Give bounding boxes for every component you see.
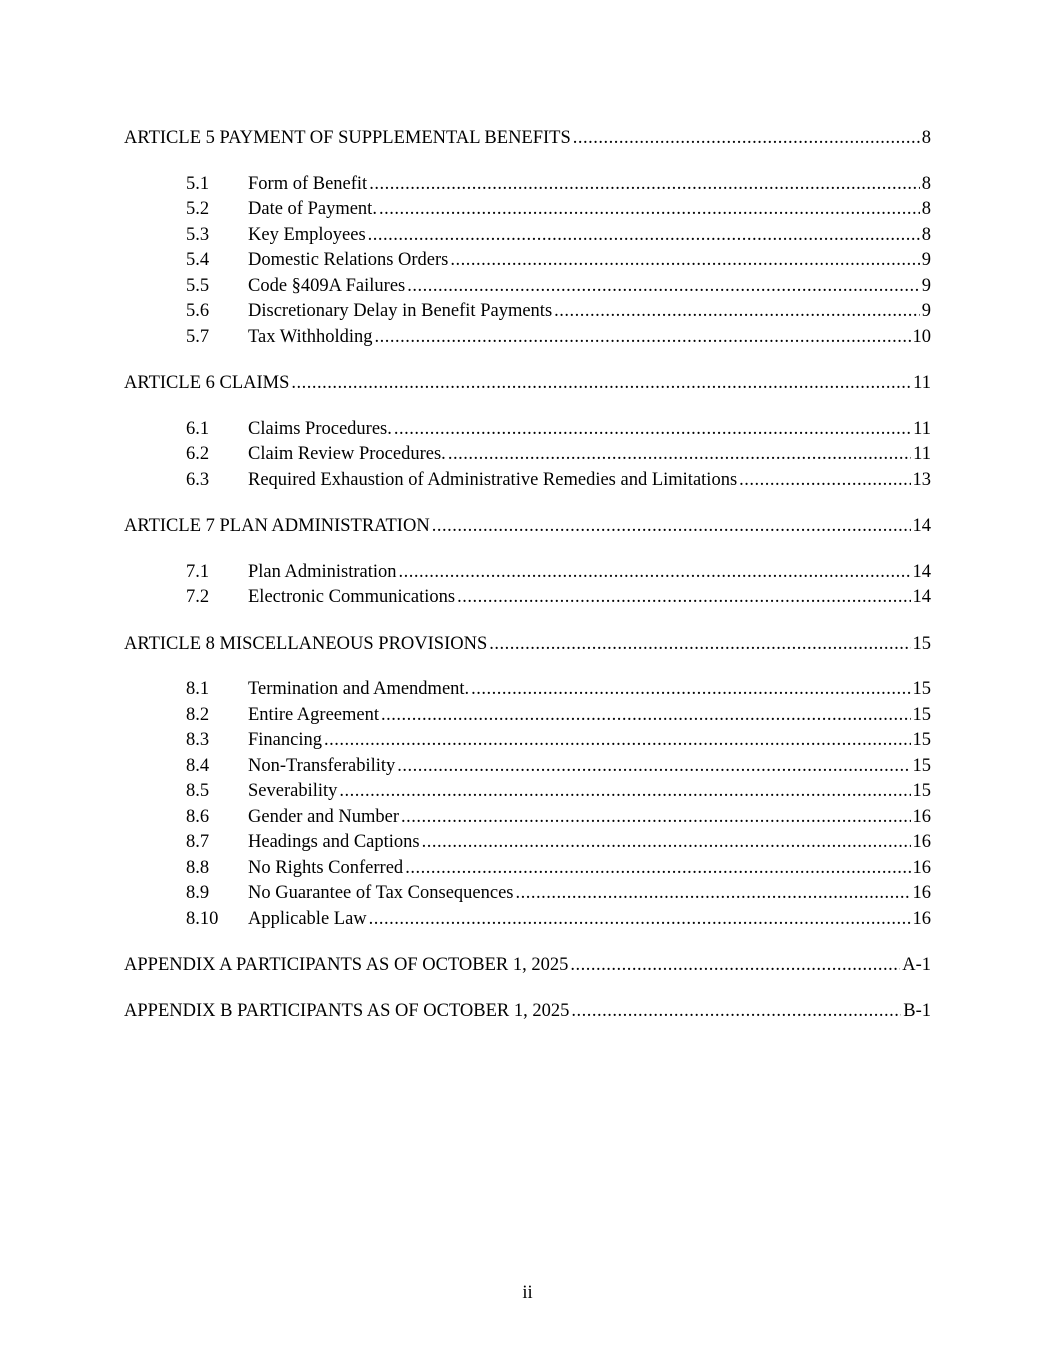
toc-section-number: 7.2: [186, 587, 210, 607]
toc-page-number: 10: [912, 326, 931, 347]
toc-page-number: 9: [921, 275, 931, 296]
toc-article-entry[interactable]: [124, 953, 931, 979]
toc-section-title: Discretionary Delay in Benefit Payments: [248, 301, 553, 321]
toc-dot-leader: [379, 197, 920, 223]
toc-section-entry[interactable]: [124, 677, 931, 703]
toc-page-number: 11: [913, 444, 931, 464]
toc-section-number: 6.2: [186, 444, 210, 464]
toc-section-title: Non-Transferability: [248, 755, 396, 776]
toc-page-number: 8: [921, 199, 931, 219]
toc-dot-leader: [394, 417, 911, 443]
toc-article-entry[interactable]: [124, 126, 931, 152]
toc-section-number: 7.1: [186, 561, 210, 582]
toc-article-entry[interactable]: [124, 632, 931, 658]
toc-section-number: 5.1: [186, 173, 210, 194]
toc-dot-leader: [291, 371, 911, 397]
toc-dot-leader: [739, 468, 910, 494]
toc-section-title: Gender and Number: [248, 806, 400, 827]
toc-dot-leader: [399, 560, 911, 586]
toc-dot-leader: [471, 677, 910, 703]
toc-section-title: Code §409A Failures: [248, 275, 406, 296]
toc-section-title: Claims Procedures.: [248, 418, 392, 439]
toc-section-title: Plan Administration: [248, 561, 397, 582]
toc-article-title: APPENDIX A PARTICIPANTS AS OF OCTOBER 1, 2025: [124, 955, 569, 975]
toc-section-entry[interactable]: [124, 779, 931, 805]
toc-page-number: 15: [912, 704, 931, 725]
toc-dot-leader: [422, 830, 911, 856]
toc-dot-leader: [407, 274, 920, 300]
toc-dot-leader: [339, 779, 910, 805]
toc-dot-leader: [369, 907, 911, 933]
toc-page-number: 15: [912, 679, 931, 699]
toc-section-title: Tax Withholding: [248, 326, 373, 347]
toc-section-number: 8.1: [186, 679, 210, 699]
toc-article-title: ARTICLE 6 CLAIMS: [124, 373, 290, 393]
toc-section-title: Required Exhaustion of Administrative Remedies and Limitations: [248, 469, 738, 490]
toc-section-title: No Guarantee of Tax Consequences: [248, 883, 514, 903]
toc-dot-leader: [324, 728, 911, 754]
toc-section-title: Claim Review Procedures.: [248, 444, 446, 464]
toc-section-title: Domestic Relations Orders: [248, 250, 449, 270]
toc-section-entry[interactable]: [124, 299, 931, 325]
toc-section-entry[interactable]: [124, 830, 931, 856]
toc-page-number: 8: [921, 224, 931, 245]
toc-article-title: APPENDIX B PARTICIPANTS AS OF OCTOBER 1, 2025: [124, 1000, 570, 1021]
toc-page-number: 16: [912, 857, 931, 878]
toc-section-entry[interactable]: [124, 274, 931, 300]
toc-section-number: 5.5: [186, 275, 210, 296]
toc-section-number: 5.4: [186, 250, 210, 270]
toc-page-number: 9: [921, 250, 931, 270]
toc-page-number: 11: [913, 373, 931, 393]
toc-section-entry[interactable]: [124, 856, 931, 882]
toc-section-entry[interactable]: [124, 223, 931, 249]
toc-section-title: Key Employees: [248, 224, 366, 245]
toc-dot-leader: [397, 754, 910, 780]
toc-section-entry[interactable]: [124, 468, 931, 494]
toc-section-number: 8.2: [186, 704, 210, 725]
toc-section-number: 8.9: [186, 883, 210, 903]
toc-section-number: 5.7: [186, 326, 210, 347]
toc-dot-leader: [368, 223, 920, 249]
toc-section-entry[interactable]: [124, 703, 931, 729]
toc-section-title: Severability: [248, 781, 338, 801]
toc-dot-leader: [450, 248, 919, 274]
toc-page-number: 16: [912, 883, 931, 903]
toc-article-entry[interactable]: [124, 514, 931, 540]
toc-dot-leader: [369, 172, 920, 198]
toc-page-number: A-1: [902, 955, 931, 975]
toc-section-number: 5.2: [186, 199, 210, 219]
toc-page-number: B-1: [903, 1000, 931, 1021]
toc-page-number: 14: [912, 587, 931, 607]
toc-section-title: No Rights Conferred: [248, 857, 404, 878]
toc-section-entry[interactable]: [124, 585, 931, 611]
toc-section-entry[interactable]: [124, 417, 931, 443]
toc-dot-leader: [381, 703, 911, 729]
toc-section-number: 8.6: [186, 806, 210, 827]
toc-section-title: Electronic Communications: [248, 587, 456, 607]
toc-dot-leader: [573, 126, 920, 152]
page-number: ii: [522, 1283, 533, 1303]
toc-section-number: 8.3: [186, 730, 210, 750]
toc-dot-leader: [516, 881, 911, 907]
toc-section-entry[interactable]: [124, 442, 931, 468]
toc-section-number: 6.1: [186, 418, 210, 439]
toc-dot-leader: [405, 856, 910, 882]
toc-article-entry[interactable]: [124, 371, 931, 397]
toc-section-entry[interactable]: [124, 197, 931, 223]
toc-dot-leader: [432, 514, 911, 540]
toc-page-number: 8: [921, 173, 931, 194]
toc-section-number: 6.3: [186, 469, 210, 490]
toc-section-number: 8.7: [186, 832, 210, 852]
toc-page-number: 15: [912, 633, 931, 654]
toc-section-number: 8.8: [186, 857, 210, 878]
toc-section-title: Entire Agreement: [248, 704, 379, 725]
toc-dot-leader: [401, 805, 910, 831]
toc-dot-leader: [457, 585, 910, 611]
toc-section-number: 5.3: [186, 224, 210, 245]
toc-page-number: 15: [912, 781, 931, 801]
toc-page-number: 16: [912, 908, 931, 929]
toc-dot-leader: [448, 442, 911, 468]
toc-section-entry[interactable]: [124, 754, 931, 780]
toc-section-entry[interactable]: [124, 907, 931, 933]
toc-section-title: Applicable Law: [248, 908, 367, 929]
toc-section-group: [124, 417, 931, 494]
toc-section-title: Termination and Amendment.: [248, 679, 470, 699]
toc-section-group: [124, 172, 931, 351]
toc-section-entry[interactable]: [124, 728, 931, 754]
toc-section-title: Headings and Captions: [248, 832, 420, 852]
toc-section-number: 8.10: [186, 908, 219, 929]
toc-section-entry[interactable]: [124, 560, 931, 586]
toc-page-number: 8: [921, 128, 931, 148]
toc-page-number: 14: [912, 516, 931, 536]
toc-page-number: 15: [912, 755, 931, 776]
toc-section-number: 8.4: [186, 755, 210, 776]
toc-page-number: 11: [913, 418, 931, 439]
toc-section-title: Date of Payment.: [248, 199, 377, 219]
toc-section-number: 8.5: [186, 781, 210, 801]
toc-section-entry[interactable]: [124, 248, 931, 274]
toc-section-title: Form of Benefit: [248, 173, 368, 194]
toc-dot-leader: [489, 632, 910, 658]
toc-section-entry[interactable]: [124, 325, 931, 351]
toc-page-number: 9: [921, 301, 931, 321]
toc-article-title: ARTICLE 5 PAYMENT OF SUPPLEMENTAL BENEFITS: [124, 128, 571, 148]
toc-dot-leader: [571, 999, 901, 1025]
toc-article-title: ARTICLE 8 MISCELLANEOUS PROVISIONS: [124, 633, 488, 654]
toc-page-number: 16: [912, 832, 931, 852]
toc-dot-leader: [375, 325, 911, 351]
toc-section-entry[interactable]: [124, 805, 931, 831]
toc-section-group: [124, 560, 931, 611]
toc-section-entry[interactable]: [124, 881, 931, 907]
toc-section-group: [124, 677, 931, 932]
toc-dot-leader: [554, 299, 920, 325]
toc-article-entry[interactable]: [124, 999, 931, 1025]
toc-article-title: ARTICLE 7 PLAN ADMINISTRATION: [124, 516, 430, 536]
toc-section-entry[interactable]: [124, 172, 931, 198]
toc-page-number: 16: [912, 806, 931, 827]
toc-page-number: 15: [912, 730, 931, 750]
toc-section-number: 5.6: [186, 301, 210, 321]
table-of-contents: [124, 126, 931, 1044]
toc-page-number: 14: [912, 561, 931, 582]
toc-page-number: 13: [912, 469, 931, 490]
toc-section-title: Financing: [248, 730, 322, 750]
toc-dot-leader: [570, 953, 900, 979]
